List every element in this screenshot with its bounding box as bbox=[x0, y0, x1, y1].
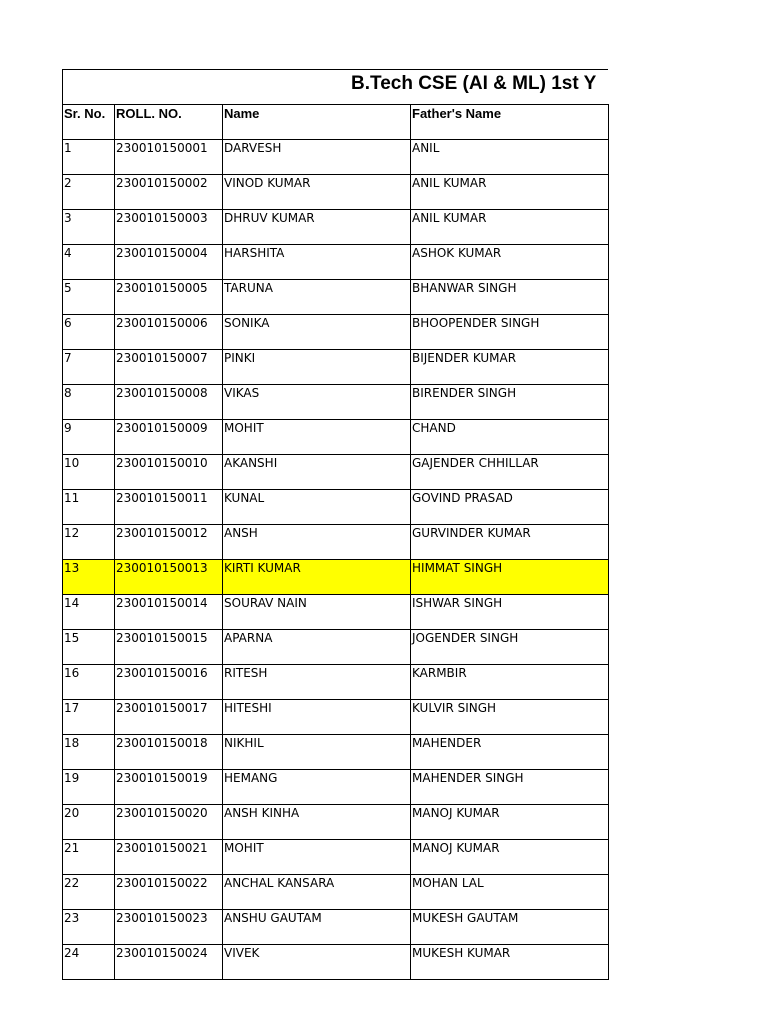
sr-no-cell: 1 bbox=[63, 140, 115, 175]
fathers-name-cell: CHAND bbox=[411, 420, 609, 455]
name-cell: SOURAV NAIN bbox=[223, 595, 411, 630]
sr-no-cell: 23 bbox=[63, 910, 115, 945]
name-cell: HARSHITA bbox=[223, 245, 411, 280]
fathers-name-cell: BHOOPENDER SINGH bbox=[411, 315, 609, 350]
table-row bbox=[63, 595, 609, 630]
table-row bbox=[63, 385, 609, 420]
roll-no-cell: 230010150018 bbox=[115, 735, 223, 770]
roll-no-cell: 230010150021 bbox=[115, 840, 223, 875]
name-cell: VINOD KUMAR bbox=[223, 175, 411, 210]
table-row bbox=[63, 175, 609, 210]
sr-no-cell: 7 bbox=[63, 350, 115, 385]
sr-no-cell: 18 bbox=[63, 735, 115, 770]
roll-no-cell: 230010150008 bbox=[115, 385, 223, 420]
name-cell: VIVEK bbox=[223, 945, 411, 980]
fathers-name-cell: GURVINDER KUMAR bbox=[411, 525, 609, 560]
roll-no-cell: 230010150022 bbox=[115, 875, 223, 910]
fathers-name-cell: ANIL bbox=[411, 140, 609, 175]
header-fathers-name: Father's Name bbox=[411, 105, 609, 140]
name-cell: KIRTI KUMAR bbox=[223, 560, 411, 595]
roll-no-cell: 230010150019 bbox=[115, 770, 223, 805]
name-cell: AKANSHI bbox=[223, 455, 411, 490]
name-cell: ANSHU GAUTAM bbox=[223, 910, 411, 945]
roll-no-cell: 230010150003 bbox=[115, 210, 223, 245]
name-cell: KUNAL bbox=[223, 490, 411, 525]
name-cell: DARVESH bbox=[223, 140, 411, 175]
roll-no-cell: 230010150005 bbox=[115, 280, 223, 315]
fathers-name-cell: MAHENDER SINGH bbox=[411, 770, 609, 805]
name-cell: TARUNA bbox=[223, 280, 411, 315]
sr-no-cell: 9 bbox=[63, 420, 115, 455]
table-row bbox=[63, 840, 609, 875]
roll-no-cell: 230010150016 bbox=[115, 665, 223, 700]
fathers-name-cell: MUKESH KUMAR bbox=[411, 945, 609, 980]
table-row bbox=[63, 560, 609, 595]
sr-no-cell: 2 bbox=[63, 175, 115, 210]
table-row bbox=[63, 665, 609, 700]
table-body bbox=[63, 140, 609, 980]
name-cell: APARNA bbox=[223, 630, 411, 665]
name-cell: HEMANG bbox=[223, 770, 411, 805]
fathers-name-cell: MUKESH GAUTAM bbox=[411, 910, 609, 945]
roll-no-cell: 230010150013 bbox=[115, 560, 223, 595]
roll-no-cell: 230010150006 bbox=[115, 315, 223, 350]
fathers-name-cell: MOHAN LAL bbox=[411, 875, 609, 910]
student-table bbox=[62, 104, 609, 980]
fathers-name-cell: ANIL KUMAR bbox=[411, 175, 609, 210]
fathers-name-cell: JOGENDER SINGH bbox=[411, 630, 609, 665]
name-cell: ANCHAL KANSARA bbox=[223, 875, 411, 910]
roll-no-cell: 230010150012 bbox=[115, 525, 223, 560]
fathers-name-cell: MANOJ KUMAR bbox=[411, 805, 609, 840]
sr-no-cell: 6 bbox=[63, 315, 115, 350]
sr-no-cell: 5 bbox=[63, 280, 115, 315]
sr-no-cell: 24 bbox=[63, 945, 115, 980]
roll-no-cell: 230010150020 bbox=[115, 805, 223, 840]
roll-no-cell: 230010150007 bbox=[115, 350, 223, 385]
sr-no-cell: 21 bbox=[63, 840, 115, 875]
fathers-name-cell: KARMBIR bbox=[411, 665, 609, 700]
table-row bbox=[63, 490, 609, 525]
sr-no-cell: 14 bbox=[63, 595, 115, 630]
name-cell: MOHIT bbox=[223, 840, 411, 875]
roll-no-cell: 230010150011 bbox=[115, 490, 223, 525]
table-row bbox=[63, 350, 609, 385]
fathers-name-cell: KULVIR SINGH bbox=[411, 700, 609, 735]
fathers-name-cell: BIJENDER KUMAR bbox=[411, 350, 609, 385]
fathers-name-cell: GAJENDER CHHILLAR bbox=[411, 455, 609, 490]
sr-no-cell: 22 bbox=[63, 875, 115, 910]
fathers-name-cell: BHANWAR SINGH bbox=[411, 280, 609, 315]
name-cell: HITESHI bbox=[223, 700, 411, 735]
table-row bbox=[63, 735, 609, 770]
sr-no-cell: 20 bbox=[63, 805, 115, 840]
table-row bbox=[63, 910, 609, 945]
name-cell: VIKAS bbox=[223, 385, 411, 420]
fathers-name-cell: ASHOK KUMAR bbox=[411, 245, 609, 280]
roll-no-cell: 230010150024 bbox=[115, 945, 223, 980]
header-row bbox=[63, 105, 609, 140]
fathers-name-cell: GOVIND PRASAD bbox=[411, 490, 609, 525]
sr-no-cell: 12 bbox=[63, 525, 115, 560]
table-row bbox=[63, 875, 609, 910]
name-cell: RITESH bbox=[223, 665, 411, 700]
name-cell: DHRUV KUMAR bbox=[223, 210, 411, 245]
table-row bbox=[63, 805, 609, 840]
sr-no-cell: 19 bbox=[63, 770, 115, 805]
sr-no-cell: 17 bbox=[63, 700, 115, 735]
sr-no-cell: 13 bbox=[63, 560, 115, 595]
table-row bbox=[63, 245, 609, 280]
header-sr-no: Sr. No. bbox=[63, 105, 115, 140]
table-row bbox=[63, 420, 609, 455]
fathers-name-cell: HIMMAT SINGH bbox=[411, 560, 609, 595]
roll-no-cell: 230010150014 bbox=[115, 595, 223, 630]
title-row bbox=[62, 69, 608, 104]
table-row bbox=[63, 770, 609, 805]
name-cell: NIKHIL bbox=[223, 735, 411, 770]
sr-no-cell: 3 bbox=[63, 210, 115, 245]
table-row bbox=[63, 630, 609, 665]
header-name: Name bbox=[223, 105, 411, 140]
roll-no-cell: 230010150001 bbox=[115, 140, 223, 175]
table-row bbox=[63, 210, 609, 245]
roll-no-cell: 230010150023 bbox=[115, 910, 223, 945]
fathers-name-cell: ANIL KUMAR bbox=[411, 210, 609, 245]
table-row bbox=[63, 140, 609, 175]
table-row bbox=[63, 945, 609, 980]
sr-no-cell: 8 bbox=[63, 385, 115, 420]
fathers-name-cell: MANOJ KUMAR bbox=[411, 840, 609, 875]
roll-no-cell: 230010150010 bbox=[115, 455, 223, 490]
header-roll-no: ROLL. NO. bbox=[115, 105, 223, 140]
sr-no-cell: 10 bbox=[63, 455, 115, 490]
roll-no-cell: 230010150009 bbox=[115, 420, 223, 455]
table-row bbox=[63, 700, 609, 735]
name-cell: SONIKA bbox=[223, 315, 411, 350]
fathers-name-cell: MAHENDER bbox=[411, 735, 609, 770]
sheet-title: B.Tech CSE (AI & ML) 1st Y bbox=[351, 73, 597, 94]
sr-no-cell: 16 bbox=[63, 665, 115, 700]
roll-no-cell: 230010150017 bbox=[115, 700, 223, 735]
roll-no-cell: 230010150015 bbox=[115, 630, 223, 665]
student-list-sheet bbox=[62, 69, 608, 980]
table-row bbox=[63, 455, 609, 490]
sr-no-cell: 4 bbox=[63, 245, 115, 280]
fathers-name-cell: BIRENDER SINGH bbox=[411, 385, 609, 420]
name-cell: ANSH KINHA bbox=[223, 805, 411, 840]
table-row bbox=[63, 525, 609, 560]
name-cell: MOHIT bbox=[223, 420, 411, 455]
roll-no-cell: 230010150004 bbox=[115, 245, 223, 280]
table-row bbox=[63, 280, 609, 315]
table-row bbox=[63, 315, 609, 350]
roll-no-cell: 230010150002 bbox=[115, 175, 223, 210]
name-cell: ANSH bbox=[223, 525, 411, 560]
sr-no-cell: 15 bbox=[63, 630, 115, 665]
fathers-name-cell: ISHWAR SINGH bbox=[411, 595, 609, 630]
name-cell: PINKI bbox=[223, 350, 411, 385]
sr-no-cell: 11 bbox=[63, 490, 115, 525]
